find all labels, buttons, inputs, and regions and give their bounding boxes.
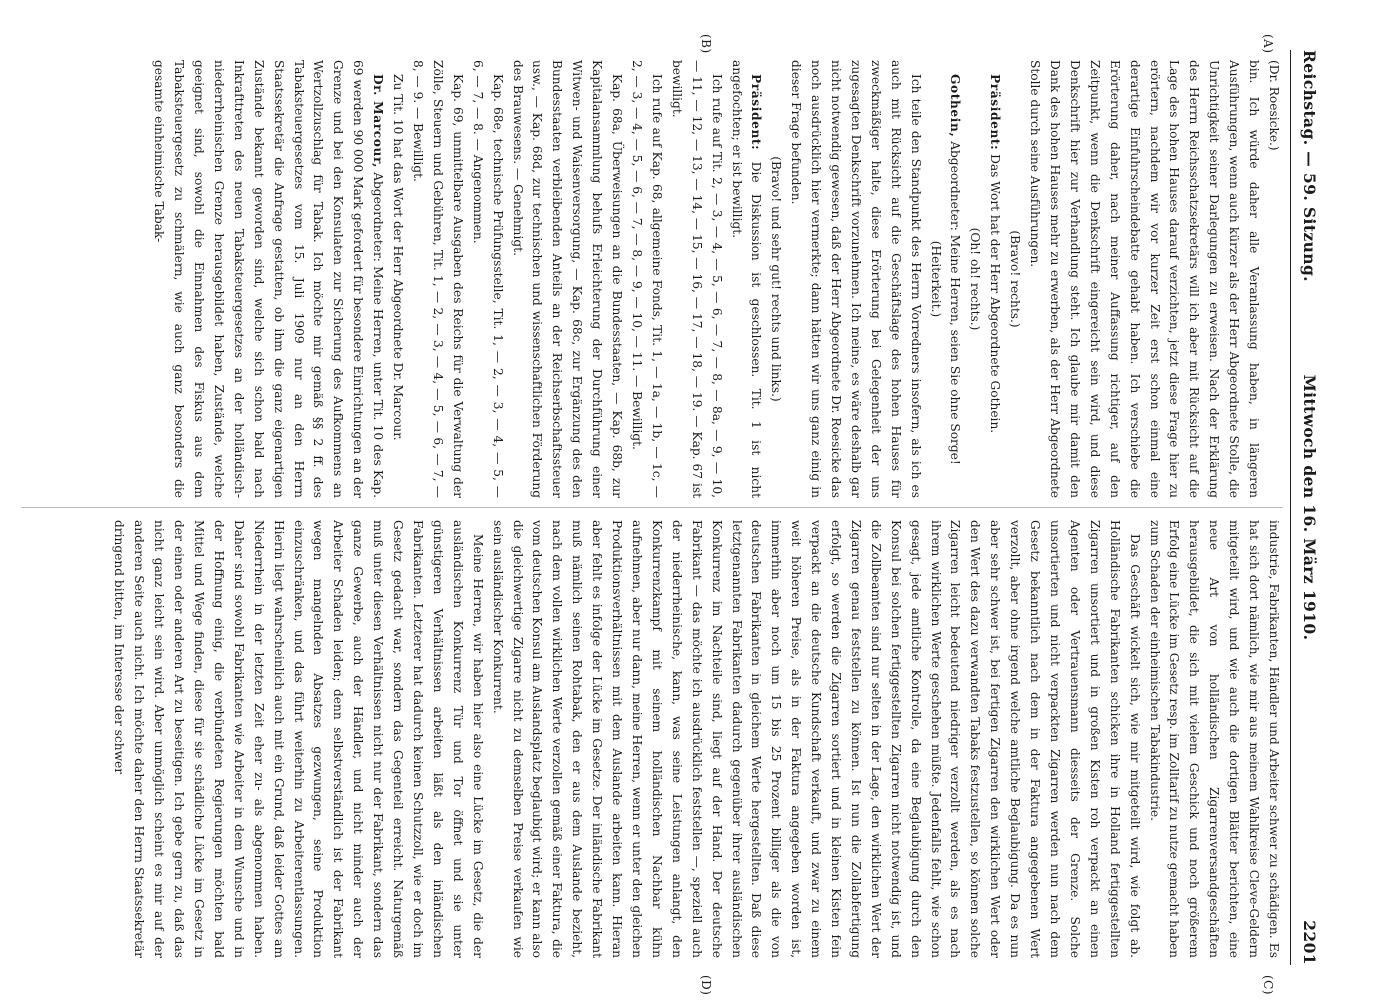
paragraph: Kap. 68e, technische Prüfungsstelle, Tit. 1, — 2, — 3, — 4, — 5, — 6, — 7, — 8. — Angenommen. xyxy=(470,60,505,498)
left-column xyxy=(21,60,1283,498)
header-date: Mittwoch den 16. März 1910. xyxy=(1300,374,1319,641)
page-number: 2201 xyxy=(1300,920,1319,965)
speaker-continuation: (Dr. Roesicke.) xyxy=(1267,60,1281,151)
paragraph: Ich teile den Standpunkt des Herrn Vorredners insofern, als ich es auch mit Rücksicht auf die Geschäftslage des hohen Hauses für zweckmäßiger halte, diese Erörterung bei Gelegenheit der uns zugesagten Denkschrift vorzunehmen. Ich meine, es wäre deshalb gar nicht notwendig gewesen, daß der Herr Abgeordnete Dr. Roesicke das noch ausdrücklich hier vermerkte; dann hätten wir uns ganz einig in dieser Frage befunden. xyxy=(789,60,923,498)
paragraph: Gothein, Abgeordneter: Meine Herren, seien Sie ohne Sorge! xyxy=(948,74,963,465)
margin-label-c: (C) xyxy=(1261,975,1275,996)
header-left: Reichstag. — 59. Sitzung. xyxy=(1300,50,1319,282)
interjection: (Bravo! rechts.) xyxy=(1008,230,1023,328)
right-column xyxy=(21,520,1283,958)
paragraph: industrie, Fabrikanten, Händler und Arbeiter schwer zu schädigen. Es hat sich dort nämlich, wie mir aus meinem Wahlkreise Cleve-Geldern mitgeteilt wird, und wie auch die dortigen Blätter berichten, eine neue Art von holländischen Zigarrenversandgeschäften herausgebildet, die sich mit vielem Geschick und noch größerem Erfolg eine Lücke im Gesetz resp. im Zolltarif zu nutze gemacht haben zum Schaden der einheimischen Tabakindustrie. xyxy=(1147,520,1281,958)
interjection: (Bravo! und sehr gut! rechts und links.) xyxy=(769,156,784,402)
page-header xyxy=(1295,50,1323,965)
interjection: (Heiterkeit.) xyxy=(928,240,943,318)
paragraph: Das Geschäft wickelt sich, wie mir mitgeteilt wird, wie folgt ab. Holländische Fabrikanten schicken ihre in Holland fertiggestellten Zigarren unsortiert und in großen Kisten roh verpackt an einen Agenten oder Vertrauensmann diesseits der Grenze. Solche unsortierten und nicht verpackten Zigarren werden nun nach dem Gesetz bekanntlich nach dem in der Faktura angegebenen Wert verzollt, aber ohne irgend welche amtliche Beglaubigung. Da es nun aber sehr schwer ist, bei fertigen Zigarren den wirklichen Wert oder den Wert des dazu verwandten Tabaks festzustellen, so können solche Zigarren leicht bedeutend niedriger verzollt werden, als es nach ihrem wirklichen Werte geschehen müßte. Jedenfalls fehlt, wie schon gesagt, jede amtliche Kontrolle, da eine Beglaubigung durch den Konsul bei solchen fertiggestellten Zigarren nicht notwendig ist, und die Zollbeamten sind nur selten in der Lage, den wirklichen Wert der Zigarren genau feststellen zu können. Ist nun die Zollabfertigung erfolgt, so werden die Zigarren sortiert und in kleinen Kisten fein verpackt an die deutsche Kundschaft verkauft, und zwar zu einem weit höheren Preise, als in der Faktura angegeben worden ist, immerhin aber noch um 15 bis 25 Prozent billiger als die von deutschen Fabrikanten in gleichem Werte hergestellten. Daß diese letztgenannten Fabrikanten dadurch gegenüber ihrer ausländischen Konkurrenz im Nachteile sind, liegt auf der Hand. Der deutsche Fabrikant — das möchte ich ausdrücklich feststellen —, speziell auch der niederrheinische, kann, was seine Leistungen anlangt, den Konkurrenzkampf mit seinem holländischen Nachbar kühn aufnehmen, aber nur dann, meine Herren, wenn er unter den gleichen Produktionsverhältnissen mit dem Auslande arbeiten kann. Hieran aber fehlt es infolge der Lücke im Gesetze. Der inländische Fabrikant muß nämlich seinen Rohtabak, den er aus dem Auslande bezieht, nach dem vollen wirklichen Werte verzollen gemäß einer Faktura, die vom deutschen Konsul am Auslandsplatz beglaubigt wird; er kann also die gleichwertige Zigarre nicht zu demselben Preise verkaufen wie sein ausländischer Konkurrent. xyxy=(490,520,1142,958)
speaker-name: Präsident: xyxy=(988,74,1003,151)
paragraph: Präsident: Das Wort hat der Herr Abgeordnete Gothein. xyxy=(988,74,1003,434)
column-divider xyxy=(21,507,1283,508)
paragraph: Meine Herren, wir haben hier also eine Lücke im Gesetz, die der ausländischen Konkurrenz Tür und Tor öffnet und sie unter günstigeren Verhältnissen arbeiten läßt als den inländischen Fabrikanten. Letzterer hat dadurch keinen Schutzzoll, wie er doch im Gesetz gedacht war, sondern das Gegenteil erreicht. Naturgemäß muß unter diesen Verhältnissen nicht nur der Fabrikant, sondern das ganze Gewerbe, auch der Händler, und nicht minder auch der Arbeiter Schaden leiden; denn selbstverständlich ist der Fabrikant wegen mangelnden Absatzes gezwungen, seine Produktion einzuschränken, und das führt weiterhin zu Arbeiterentlassungen. Hierin liegt wahrscheinlich auch mit ein Grund, daß leider Gottes am Niederrhein in der letzten Zeit eher zu- als abgenommen haben. Daher sind sowohl Fabrikanten wie Arbeiter in dem Wunsche und in der Hoffnung einig, die verbündeten Regierungen möchten bald Mittel und Wege finden, diese für sie schädliche Lücke im Gesetz in der einen oder anderen Art zu beseitigen. Ich gebe gern zu, daß das nicht ganz leicht sein wird. Aber unmöglich scheint es mir auf der anderen Seite auch nicht. Ich möchte daher den Herrn Staatssekretär dringend bitten, im Interesse der schwer xyxy=(112,520,485,958)
page-content xyxy=(13,34,1323,996)
paragraph: Kap. 68a, Überweisungen an die Bundesstaaten, — Kap. 68b, zur Kapitalansammlung behufs Erleichterung der Durchführung einer Witwen- und Waisenversorgung, — Kap. 68c, zur Ergänzung des den Bundesstaaten verbleibenden Anteils an der Reichserbschaftssteuer usw., — Kap. 68d, zur technischen und wissenschaftlichen Förderung des Brauwesens. — Genehmigt. xyxy=(510,60,625,498)
paragraph: Präsident: Die Diskussion ist geschlossen. Tit. 1 ist nicht angefochten; er ist bewilligt. xyxy=(729,60,764,498)
paragraph: Zu Tit. 10 hat das Wort der Herr Abgeordnete Dr. Marcour. xyxy=(391,74,406,441)
paragraph: Dr. Marcour, Abgeordneter: Meine Herren, unter Tit. 10 des Kap. 69 werden 90 000 Mark gefordert für besondere Einrichtungen an der Grenze und bei den Konsulaten zur Sicherung des Aufkommens an Wertzollzuschlag für Tabak. Ich möchte mir gemäß §§ 2 ff. des Tabaksteuergesetzes vom 15. Juli 1909 nur an den Herrn Staatssekretär die Anfrage gestatten, ob ihm die ganz eigenartigen Zustände bekannt geworden sind, welche sich schon bald nach Inkrafttreten des neuen Tabaksteuergesetzes an der holländisch-niederrheinischen Grenze herausgebildet haben, Zustände, welche geeignet sind, sowohl die Einnahmen des Fiskus aus dem Tabaksteuergesetz zu schmälern, wie auch ganz besonders die gesamte einheimische Tabak- xyxy=(152,60,386,498)
paragraph: Ich rufe auf Kap. 68, allgemeine Fonds, Tit. 1, — 1a, — 1b, — 1c, — 2, — 3, — 4, — 5, — 6, — 7, — 8, — 9, — 10, — 11. — Bewilligt. xyxy=(630,60,664,498)
paragraph: bin. Ich würde daher alle Veranlassung haben, in längeren Ausführungen, wenn auch kürzer als der Herr Abgeordnete Stolle, die Unrichtigkeit seiner Darlegungen zu erweisen. Nach der Erklärung des Herrn Reichsschatzsekretärs will ich aber mit Rücksicht auf die Lage des hohen Hauses darauf verzichten, jetzt diese Frage hier zu erörtern, nachdem wir vor kurzer Zeit erst schon einmal eine derartige Einfuhrscheindebatte gehabt haben. Ich verschiebe die Erörterung daher, nach meiner Auffassung richtiger, auf den Zeitpunkt, wenn die Denkschrift eingereicht sein wird, und diese Denkschrift hier zur Verhandlung steht. Ich glaube mir damit den Dank des hohen Hauses mehr zu erwerben, als der Herr Abgeordnete Stolle durch seine Ausführungen. xyxy=(1028,60,1262,498)
margin-label-d: (D) xyxy=(699,975,713,996)
header-rule xyxy=(1290,50,1291,965)
speaker-name: Dr. Marcour, xyxy=(371,74,386,168)
paragraph: Kap. 69, unmittelbare Ausgaben des Reichs für die Verwaltung der Zölle, Steuern und Gebühren, Tit. 1, — 2, — 3, — 4, — 5, — 6, — 7, — 8, — 9. — Bewilligt. xyxy=(411,60,465,498)
margin-label-b: (B) xyxy=(699,34,713,54)
speaker-name: Gothein, xyxy=(948,74,963,138)
speaker-name: Präsident: xyxy=(749,74,764,151)
margin-label-a: (A) xyxy=(1261,34,1275,54)
paragraph: Ich rufe auf Tit. 2, — 3, — 4, — 5, — 6, — 7, — 8, — 8a, — 9, — 10, — 11, — 12, — 13, — 14, — 15, — 16, — 17, — 18, — 19. — Kap. 67 ist bewilligt. xyxy=(669,60,724,498)
interjection: (Oh! oh! rechts.) xyxy=(968,227,983,331)
